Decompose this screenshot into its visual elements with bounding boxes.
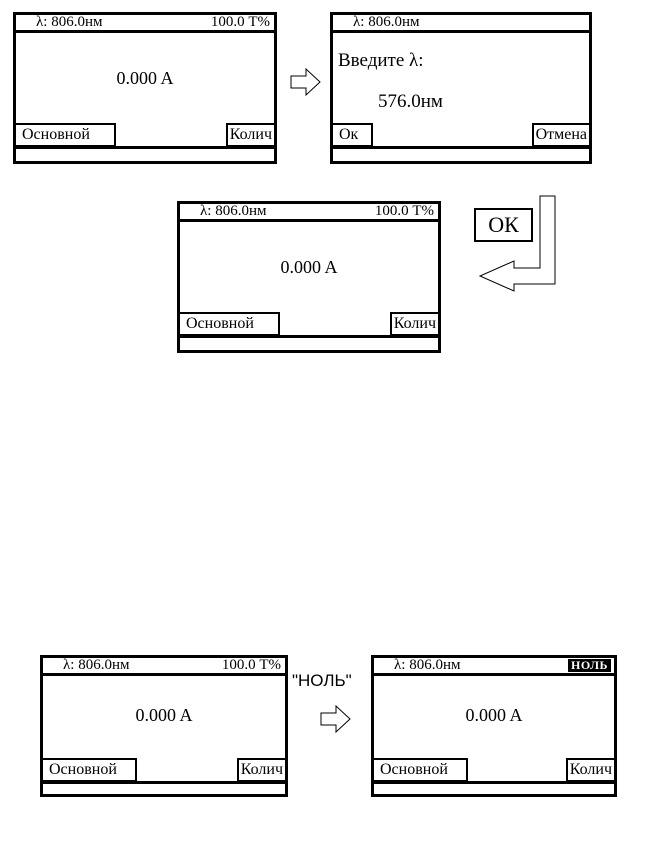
transmittance-readout: 100.0 Т% <box>210 14 270 30</box>
softkey-bar <box>43 758 285 782</box>
wavelength-readout: λ: 806.0нм <box>63 657 130 673</box>
wavelength-readout: λ: 806.0нм <box>36 14 103 30</box>
absorbance-value: 0.000 A <box>116 68 174 88</box>
softkey-quantity[interactable]: Колич <box>237 758 285 782</box>
transmittance-readout: 100.0 Т% <box>221 657 281 673</box>
footer-line <box>16 146 274 161</box>
footer-line <box>43 781 285 794</box>
status-bar <box>333 15 589 33</box>
absorbance-value: 0.000 A <box>280 257 338 277</box>
wavelength-readout: λ: 806.0нм <box>394 657 461 673</box>
lcd-screen-result <box>177 201 441 353</box>
lcd-screen-input <box>330 12 592 164</box>
arrow-right-icon <box>290 68 322 96</box>
status-bar <box>180 204 438 222</box>
softkey-quantity[interactable]: Колич <box>226 123 274 147</box>
softkey-main[interactable]: Основной <box>374 758 468 782</box>
softkey-bar <box>180 312 438 336</box>
wavelength-readout: λ: 806.0нм <box>200 203 267 219</box>
zero-badge: НОЛЬ <box>568 659 611 672</box>
absorbance-value: 0.000 A <box>465 705 523 725</box>
footer-line <box>333 146 589 161</box>
wavelength-entry-field[interactable]: 576.0нм <box>378 91 443 112</box>
zero-key-caption: "НОЛЬ" <box>292 671 352 690</box>
lcd-screen-after-zero <box>371 655 617 797</box>
lcd-screen-main <box>13 12 277 164</box>
status-bar <box>16 15 274 33</box>
softkey-quantity[interactable]: Колич <box>566 758 614 782</box>
softkey-ok[interactable]: Ок <box>333 123 373 147</box>
footer-line <box>180 335 438 350</box>
ok-key[interactable]: ОК <box>474 208 533 242</box>
softkey-quantity[interactable]: Колич <box>390 312 438 336</box>
softkey-main[interactable]: Основной <box>43 758 137 782</box>
lcd-screen-before-zero <box>40 655 288 797</box>
footer-line <box>374 781 614 794</box>
softkey-bar <box>374 758 614 782</box>
return-arrow-icon <box>478 195 560 295</box>
softkey-main[interactable]: Основной <box>180 312 280 336</box>
status-bar <box>43 658 285 676</box>
softkey-main[interactable]: Основной <box>16 123 116 147</box>
status-bar <box>374 658 614 676</box>
softkey-bar <box>16 123 274 147</box>
softkey-bar <box>333 123 589 147</box>
transmittance-readout: 100.0 Т% <box>374 203 434 219</box>
softkey-cancel[interactable]: Отмена <box>532 123 589 147</box>
wavelength-prompt: Введите λ: <box>338 50 424 71</box>
absorbance-value: 0.000 A <box>135 705 193 725</box>
wavelength-readout: λ: 806.0нм <box>353 14 420 30</box>
arrow-right-icon <box>320 705 352 733</box>
